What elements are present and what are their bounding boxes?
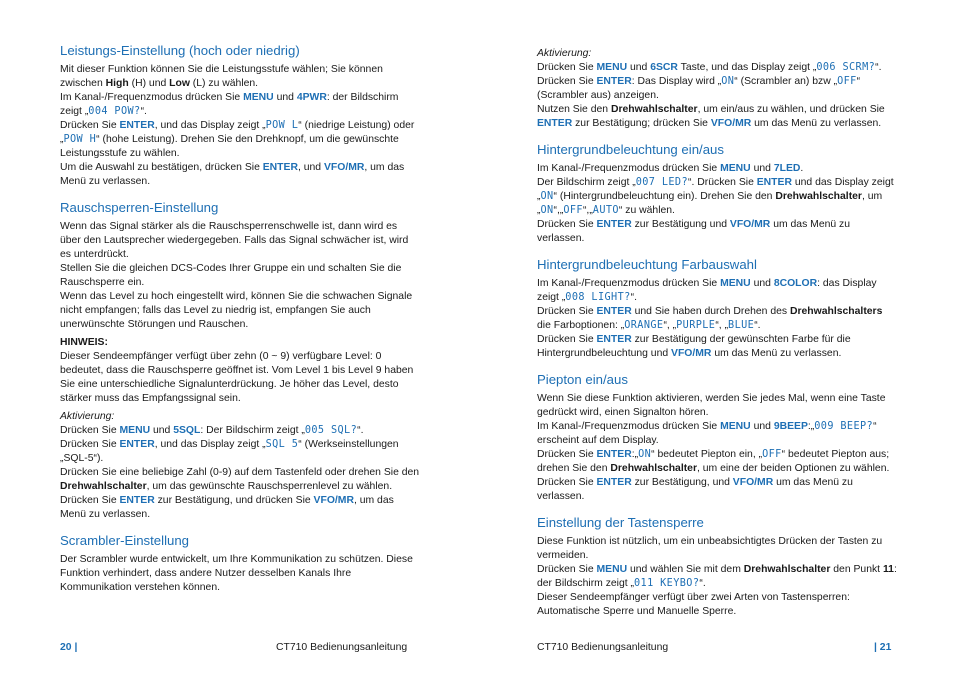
section-scrambler [60,532,420,595]
paragraph: Wenn Sie diese Funktion aktivieren, werden Sie jedes Mal, wenn eine Taste gedrückt wird, einen Signalton hören. [537,393,886,418]
display-text: BLUE [728,320,755,331]
text: “. [630,292,637,303]
section-scrambler-activation [537,47,897,131]
text-bold: Low [169,78,190,89]
text: “ bedeutet Piepton ein, „ [651,449,763,460]
text: und [750,163,774,174]
text: um das Menü zu verlassen. [711,348,842,359]
text: , und das Display zeigt „ [154,120,266,131]
section-title-power: Leistungs-Einstellung (hoch oder niedrig) [60,43,300,58]
text: “. [699,578,706,589]
key-label: ENTER [596,477,632,488]
text: . [800,163,804,174]
key-label: 7LED [773,163,801,174]
paragraph: Diese Funktion ist nützlich, um ein unbeabsichtigtes Drücken der Tasten zu vermeiden. [537,536,883,561]
key-label: MENU [720,278,751,289]
section-color [537,256,897,361]
key-label: 9BEEP [773,421,808,432]
text: , und das Display zeigt „ [154,439,266,450]
text: “, „ [663,320,677,331]
paragraph [60,119,420,161]
text: und [150,425,174,436]
paragraph: Stellen Sie die gleichen DCS-Codes Ihrer Gruppe ein und schalten Sie die Rauschsperre ein. [60,263,402,288]
text: , um eine der beiden Optionen zu wählen. Drücken Sie [537,463,890,488]
key-label: VFO/MR [710,118,752,129]
display-text: OFF [762,449,782,460]
footer-title-left: CT710 Bedienungsanleitung [276,642,408,653]
text: Mit dieser Funktion können Sie die Leistungsstufe wählen; Sie können zwischen [60,64,383,89]
section-title-keylock: Einstellung der Tastensperre [537,515,704,530]
text: , um das Menü zu verlassen. [60,162,405,187]
display-text: 009 BEEP? [814,421,874,432]
text: Nutzen Sie den [537,104,611,115]
paragraph [537,61,897,75]
text: “ (Hintergrundbeleuchtung ein). Drehen Sie den [553,191,776,202]
page-number-left: 20 | [60,642,78,653]
text: Drücken Sie eine beliebige Zahl (0-9) auf dem Tastenfeld oder drehen Sie den [60,467,420,478]
text: Drücken Sie [60,495,120,506]
text: zur Bestätigung, und [631,477,733,488]
display-text: 008 LIGHT? [565,292,631,303]
text-bold: Drehwahlschalter [60,481,147,492]
text: , um das Menü zu verlassen. [60,495,394,520]
text: um das Menü zu verlassen. [537,219,851,244]
key-label: ENTER [756,177,792,188]
display-text: SQL 5 [265,439,299,450]
text: Der Bildschirm zeigt „ [537,177,636,188]
key-label: VFO/MR [323,162,365,173]
paragraph [60,63,420,91]
display-text: OFF [563,205,583,216]
activation-label: Aktivierung: [60,411,115,422]
paragraph [60,91,420,119]
key-label: ENTER [537,118,573,129]
text: Im Kanal-/Frequenzmodus drücken Sie [537,421,721,432]
text-bold: Drehwahlschalters [789,306,883,317]
text: “ (Werkseinstellungen „SQL-5“). [60,439,399,464]
section-title-color: Hintergrundbeleuchtung Farbauswahl [537,257,757,272]
key-label: MENU [596,62,628,73]
text: Drücken Sie [537,564,597,575]
display-text: 011 KEYBO? [634,578,700,589]
text: , um das gewünschte Rauschsperrenlevel zu wählen. [146,481,393,492]
paragraph [60,161,420,189]
text: , um „ [537,191,883,216]
text: (H) und [128,78,170,89]
text-bold: High [105,78,129,89]
text: den Punkt [830,564,883,575]
key-label: ENTER [596,306,632,317]
key-label: 6SCR [650,62,678,73]
text-bold: 11 [882,564,894,575]
paragraph [60,424,420,438]
text: zur Bestätigung; drücken Sie [572,118,711,129]
text: :„ [631,449,639,460]
key-label: MENU [243,92,274,103]
display-text: POW L [265,120,299,131]
display-text: 004 POW? [88,106,141,117]
text: und [273,92,297,103]
text: : der Bildschirm zeigt „ [60,92,399,117]
key-label: ENTER [119,439,155,450]
text: Drücken Sie [537,449,597,460]
paragraph [537,420,897,448]
text: Drücken Sie [537,76,597,87]
text: “ (Scrambler an) bzw „ [734,76,838,87]
text: “, „ [715,320,729,331]
text: : Der Bildschirm zeigt „ [200,425,305,436]
text: “ (Scrambler aus) anzeigen. [537,76,861,101]
text: Drücken Sie [537,62,597,73]
text: “ bedeutet Piepton aus; drehen Sie den [537,449,890,474]
text: “. [140,106,147,117]
text: : das Display zeigt „ [537,278,877,303]
display-text: 006 SCRM? [816,62,876,73]
text: “ (hohe Leistung). Drehen Sie den Drehknopf, um die gewünschte Leistungsstufe zu wählen. [60,134,399,159]
text: Drücken Sie [60,120,120,131]
right-column [537,47,897,629]
paragraph [537,218,897,246]
key-label: 4PWR [296,92,327,103]
section-title-scrambler: Scrambler-Einstellung [60,533,189,548]
text: zur Bestätigung und [631,219,730,230]
page-number-right: | 21 [874,642,892,653]
note-title: HINWEIS: [60,337,108,348]
text: Drücken Sie [537,219,597,230]
text: Drücken Sie [60,439,120,450]
key-label: MENU [720,163,751,174]
key-label: 8COLOR [773,278,818,289]
key-label: ENTER [596,219,632,230]
text: und das Display zeigt „ [537,177,894,202]
text: Taste, und das Display zeigt „ [677,62,817,73]
text: :„ [807,421,815,432]
display-text: PURPLE [676,320,716,331]
display-text: 007 LED? [635,177,689,188]
text: Drücken Sie [537,306,597,317]
text: und Sie haben durch Drehen des [631,306,790,317]
display-text: ON [540,205,554,216]
paragraph [537,563,897,591]
text: und [750,421,774,432]
text: und wählen Sie mit dem [627,564,744,575]
key-label: ENTER [596,334,632,345]
left-column [60,42,420,605]
text: “. [357,425,364,436]
text: “,„ [582,205,593,216]
key-label: MENU [119,425,151,436]
note-text: Dieser Sendeempfänger verfügt über zehn (0 ~ 9) verfügbare Level: 0 bedeutet, dass die Rauschsperre geöffnet ist. Vom Level 1 bis Level 9 haben Sie eine unterschiedliche Signalunterdrückung. Je höher das Level, desto stärker muss das Empfangssignal sein. [60,351,414,404]
section-backlight [537,141,897,246]
text: , und [297,162,324,173]
section-beep [537,371,897,504]
display-text: POW H [63,134,97,145]
paragraph: Wenn das Level zu hoch eingestellt wird, können Sie die schwachen Signale nicht empfangen; falls das Level zu niedrig ist, empfangen Sie auch unerwünschte Störungen und Rauschen. [60,291,413,330]
key-label: VFO/MR [732,477,774,488]
paragraph [537,333,897,361]
key-label: ENTER [119,495,155,506]
text: Um die Auswahl zu bestätigen, drücken Sie [60,162,263,173]
paragraph [537,448,897,504]
text: “,„ [553,205,564,216]
display-text: AUTO [592,205,619,216]
key-label: VFO/MR [729,219,771,230]
paragraph [537,305,897,333]
section-keylock [537,514,897,619]
key-label: MENU [720,421,751,432]
display-text: OFF [837,76,857,87]
paragraph [537,176,897,218]
key-label: ENTER [596,449,632,460]
section-squelch [60,199,420,522]
text-bold: Drehwahlschalter [610,463,697,474]
key-label: ENTER [262,162,298,173]
key-label: ENTER [119,120,155,131]
text: die Farboptionen: „ [537,320,625,331]
text: und [750,278,774,289]
text: Drücken Sie [537,334,597,345]
display-text: ON [638,449,652,460]
text: und [627,62,651,73]
text: “. [875,62,882,73]
paragraph [60,466,420,494]
section-title-backlight: Hintergrundbeleuchtung ein/aus [537,142,724,157]
text-bold: Drehwahlschalter [610,104,698,115]
text: Im Kanal-/Frequenzmodus drücken Sie [537,163,721,174]
text: “ (niedrige Leistung) oder „ [60,120,415,145]
display-text: 005 SQL? [304,425,358,436]
text: “ zu wählen. [618,205,675,216]
text: Im Kanal-/Frequenzmodus drücken Sie [60,92,244,103]
paragraph [537,75,897,103]
display-text: ORANGE [624,320,664,331]
text: Im Kanal-/Frequenzmodus drücken Sie [537,278,721,289]
text: Drücken Sie [60,425,120,436]
paragraph [537,103,897,131]
text-bold: Drehwahlschalter [775,191,862,202]
text: (L) zu wählen. [189,78,259,89]
paragraph [537,162,897,176]
paragraph: Der Scrambler wurde entwickelt, um Ihre Kommunikation zu schützen. Diese Funktion verhindert, dass andere Nutzer desselben Kanals Ihre Kommunikation verstehen können. [60,554,413,593]
paragraph [60,494,420,522]
display-text: ON [540,191,554,202]
key-label: VFO/MR [313,495,354,506]
key-label: 5SQL [173,425,201,436]
paragraph: Dieser Sendeempfänger verfügt über zwei Arten von Tastensperren: Automatische Sperre und Manuelle Sperre. [537,592,850,617]
text: : Das Display wird „ [631,76,722,87]
text: um das Menü zu verlassen. [537,477,853,502]
paragraph [60,438,420,466]
text: um das Menü zu verlassen. [751,118,882,129]
section-power [60,42,420,189]
key-label: MENU [596,564,628,575]
key-label: VFO/MR [671,348,712,359]
text: zur Bestätigung, und drücken Sie [154,495,314,506]
text: : der Bildschirm zeigt „ [537,564,897,589]
text: “ erscheint auf dem Display. [537,421,877,446]
section-title-squelch: Rauschsperren-Einstellung [60,200,219,215]
text-bold: Drehwahlschalter [743,564,831,575]
key-label: ENTER [596,76,632,87]
paragraph [537,277,897,305]
text: “. Drücken Sie [688,177,757,188]
text: zur Bestätigung der gewünschten Farbe für die Hintergrundbeleuchtung und [537,334,851,359]
activation-label: Aktivierung: [537,48,592,59]
text: “. [754,320,761,331]
section-title-beep: Piepton ein/aus [537,372,628,387]
footer-title-right: CT710 Bedienungsanleitung [537,642,669,653]
paragraph: Wenn das Signal stärker als die Rauschsperrenschwelle ist, dann wird es über den Lautsprecher wiedergegeben. Falls das Signal schwächer ist, wird es unterdrückt. [60,221,409,260]
text: , um ein/aus zu wählen, und drücken Sie [697,104,885,115]
display-text: ON [721,76,735,87]
